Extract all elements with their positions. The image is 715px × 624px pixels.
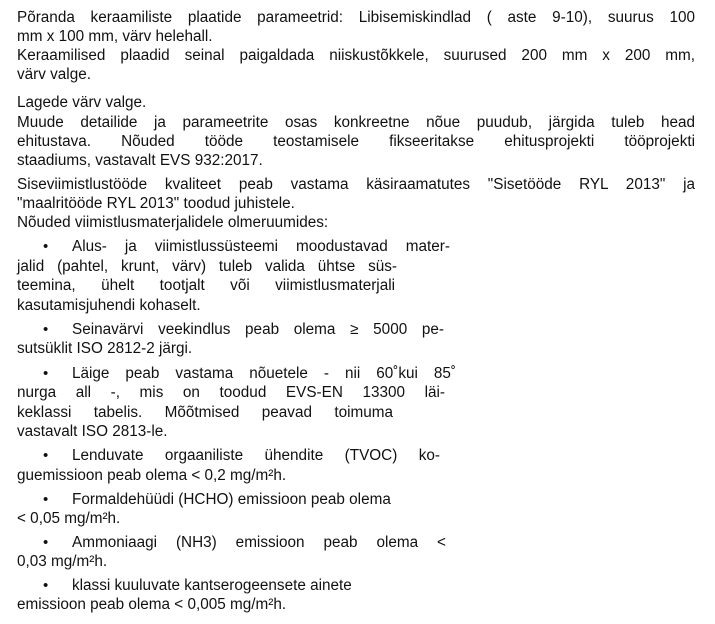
- bullet-marker: •: [43, 238, 49, 255]
- bullet-marker: •: [43, 577, 49, 594]
- text-line: värv valge.: [17, 66, 91, 83]
- text-line: Keraamilised plaadid seinal paigaldada niiskustõkkele, suurused 200 mm x 200 mm,: [17, 47, 695, 64]
- bullet-marker: •: [43, 534, 49, 551]
- bullet-marker: •: [43, 365, 49, 382]
- bullet-text-line: jalid (pahtel, krunt, värv) tuleb valida ühtse süs-: [17, 258, 397, 275]
- bullet-marker: •: [43, 321, 49, 338]
- bullet-marker: •: [43, 491, 49, 508]
- bullet-text-line: guemissioon peab olema < 0,2 mg/m²h.: [17, 467, 287, 484]
- bullet-text-line: klassi kuuluvate kantserogeensete ainete: [72, 577, 352, 594]
- text-line: Muude detailide ja parameetrite osas konkreetne nõue puudub, järgida tuleb head: [17, 114, 695, 131]
- bullet-text-line: Formaldehüüdi (HCHO) emissioon peab olema: [72, 491, 391, 508]
- bullet-text-line: < 0,05 mg/m²h.: [17, 510, 121, 527]
- bullet-text-line: emissioon peab olema < 0,005 mg/m²h.: [17, 596, 287, 613]
- bullet-text-line: Ammoniaagi (NH3) emissioon peab olema <: [72, 534, 446, 551]
- bullet-text-line: nurga all -, mis on toodud EVS-EN 13300 läi-: [17, 384, 445, 401]
- bullet-text-line: teemina, ühelt tootjalt või viimistlusmaterjali: [17, 277, 395, 294]
- bullet-text-line: keklassi tabelis. Mõõtmised peavad toimuma: [17, 404, 393, 421]
- bullet-marker: •: [43, 447, 49, 464]
- bullet-text-line: Alus- ja viimistlussüsteemi moodustavad mater-: [72, 238, 450, 255]
- text-line: mm x 100 mm, värv helehall.: [17, 28, 213, 45]
- bullet-text-line: Seinavärvi veekindlus peab olema ≥ 5000 pe-: [72, 321, 444, 338]
- bullet-text-line: sutsüklit ISO 2812-2 järgi.: [17, 340, 193, 357]
- bullet-text-line: vastavalt ISO 2813-le.: [17, 423, 168, 440]
- text-line: Lagede värv valge.: [17, 94, 147, 111]
- bullet-text-line: kasutamisjuhendi kohaselt.: [17, 297, 201, 314]
- bullet-text-line: 0,03 mg/m²h.: [17, 553, 108, 570]
- text-line: "maalritööde RYL 2013" toodud juhistele.: [17, 195, 295, 212]
- bullet-text-line: Läige peab vastama nõuetele - nii 60˚kui 85˚: [72, 365, 456, 382]
- text-line: Siseviimistlustööde kvaliteet peab vastama käsiraamatutes "Sisetööde RYL 2013" ja: [17, 176, 695, 193]
- text-line: Põranda keraamiliste plaatide parameetrid: Libisemiskindlad ( aste 9-10), suurus 100: [17, 9, 695, 26]
- text-line: Nõuded viimistlusmaterjalidele olmeruumides:: [17, 214, 329, 231]
- text-line: ehitustava. Nõuded tööde teostamisele fikseeritakse ehitusprojekti tööprojekti: [17, 133, 695, 150]
- text-line: staadiums, vastavalt EVS 932:2017.: [17, 152, 263, 169]
- bullet-text-line: Lenduvate orgaaniliste ühendite (TVOC) ko-: [72, 447, 440, 464]
